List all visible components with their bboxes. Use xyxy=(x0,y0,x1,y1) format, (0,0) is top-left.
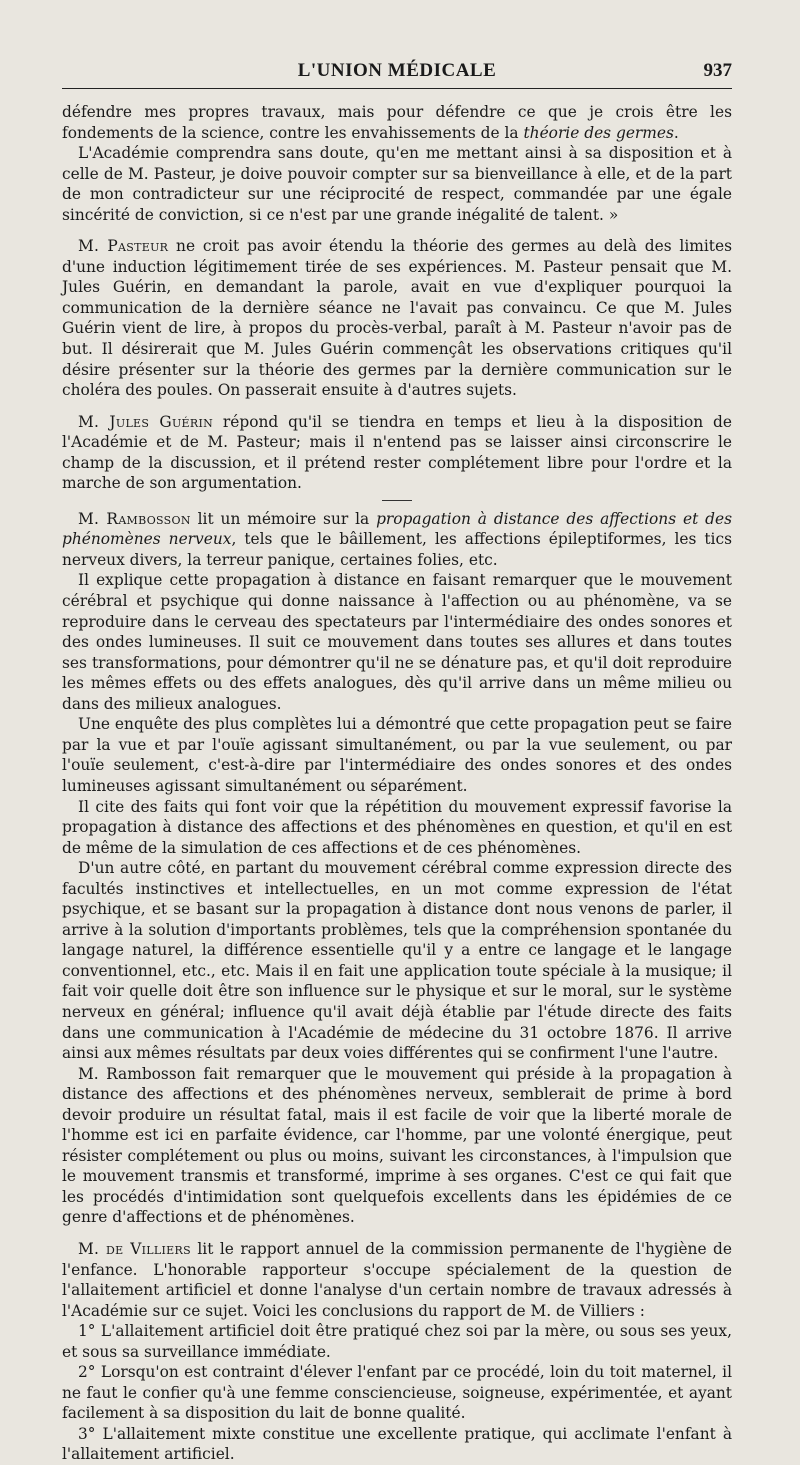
paragraph-pasteur: M. Pasteur ne croit pas avoir étendu la théorie des germes au delà des limites d'une induction légitimement tirée de ses expériences. M. Pasteur pensait que M. Jules Guérin, en demandant la parole, avait en vue d'expliquer pourquoi la communication de la dernière séance ne l'avait pas convaincu. Ce que M. Jules Guérin vient de lire, à propos du procès-verbal, paraît à M. Pasteur n'avoir pas de but. Il désirerait que M. Jules Guérin commençât les observations critiques qu'il désire présenter sur la théorie des germes par la dernière communication sur le choléra des poules. On passerait ensuite à d'autres sujets. xyxy=(62,237,732,400)
conclusion-2: 2° Lorsqu'on est contraint d'élever l'enfant par ce procédé, loin du toit maternel, il ne faut le confier qu'à une femme consciencieuse, soigneuse, expérimentée, et ayant facilement à sa disposition du lait de bonne qualité. xyxy=(62,1363,732,1423)
page-header xyxy=(62,0,732,86)
running-title: L'UNION MÉDICALE xyxy=(297,60,497,81)
paragraph-enquete: Une enquête des plus complètes lui a démontré que cette propagation peut se faire par la vue et par l'ouïe agissant simultanément, ou par la vue seulement, ou par l'ouïe seulement, c'est-à-dire par l'intermédiaire des ondes sonores et des ondes lumineuses agissant simultanément ou séparément. xyxy=(62,715,732,795)
paragraph-de-villiers: M. de Villiers lit le rapport annuel de la commission permanente de l'hygiène de l'enfance. L'honorable rapporteur s'occupe spécialement de la question de l'allaitement artificiel et donne l'analyse d'un certain nombre de travaux adressés à l'Académie sur ce sujet. Voici les conclusions du rapport de M. de Villiers : xyxy=(62,1239,732,1320)
speaker-name: M. Jules Guérin xyxy=(78,412,214,431)
speaker-name: M. Pasteur xyxy=(78,237,169,256)
paragraph-liberte-morale: M. Rambosson fait remarquer que le mouvement qui préside à la propagation à distance des affections et des phénomènes nerveux, semblerait de prime à bord devoir produire un résultat fatal, mais il est facile de voir que la liberté morale de l'homme est ici en parfaite évidence, car l'homme, par une volonté énergique, peut résister complétement ou plus ou moins, suivant les circonstances, à l'impulsion que le mouvement transmis et transformé, imprime à ses organes. C'est ce qui fait que les procédés d'intimidation sont quelquefois excellents dans les épidémies de ce genre d'affections et de phénomènes. xyxy=(62,1064,732,1227)
paragraph-repetition: Il cite des faits qui font voir que la répétition du mouvement expressif favorise la propagation à distance des affections et des phénomènes en question, et qu'il en est de même de la simulation de ces affections et de ces phénomènes. xyxy=(62,797,732,857)
italic-term: théorie des germes xyxy=(523,123,674,142)
conclusion-1: 1° L'allaitement artificiel doit être pratiqué chez soi par la mère, ou sous ses yeux, et sous sa surveillance immédiate. xyxy=(62,1322,732,1361)
conclusion-3: 3° L'allaitement mixte constitue une excellente pratique, qui acclimate l'enfant à l'allaitement artificiel. xyxy=(62,1424,732,1464)
paragraph-propagation: Il explique cette propagation à distance en faisant remarquer que le mouvement cérébral et psychique qui donne naissance à l'affection ou au phénomène, va se reproduire dans le cerveau des spectateurs par l'intermédiaire des ondes sonores et des ondes lumineuses. Il suit ce mouvement dans toutes ses allures et dans toutes ses transformations, pour démontrer qu'il ne se dénature pas, et qu'il doit reproduire les mêmes effets ou des effets analogues, dès qu'il arrive dans un même milieu ou dans des milieux analogues. xyxy=(62,571,732,713)
paragraph-musique: D'un autre côté, en partant du mouvement cérébral comme expression directe des facultés instinctives et intellectuelles, en un mot comme expression de l'état psychique, et se basant sur la propagation à distance dont nous venons de parler, il arrive à la solution d'importants problèmes, tels que la compréhension spontanée du langage naturel, la différence essentielle qu'il y a entre ce langage et le langage conventionnel, etc., etc. Mais il en fait une application toute spéciale à la musique; il fait voir quelle doit être son influence sur le physique et sur le moral, sur le système nerveux en général; influence qu'il avait déjà établie par l'étude directe des faits dans une communication à l'Académie de médecine du 31 octobre 1876. Il arrive ainsi aux mêmes résultats par deux voies différentes qui se confirment l'une l'autre. xyxy=(62,859,732,1063)
article-body xyxy=(62,86,732,1465)
paragraph-rambosson-intro: M. Rambosson lit un mémoire sur la propagation à distance des affections et des phénomènes nerveux, tels que le bâillement, les affections épileptiformes, les tics nerveux divers, la terreur panique, certaines folies, etc. xyxy=(62,509,732,569)
paragraph-continuation: défendre mes propres travaux, mais pour défendre ce que je crois être les fondements de la science, contre les envahissements de la théorie des germes. xyxy=(62,103,732,142)
header-rule xyxy=(62,88,732,89)
page-number: 937 xyxy=(703,60,732,81)
paragraph-guerin-reply: M. Jules Guérin répond qu'il se tiendra en temps et lieu à la disposition de l'Académie et de M. Pasteur; mais il n'entend pas se laisser ainsi circonscrire le champ de la discussion, et il prétend rester complétement libre pour l'ordre et la marche de son argumentation. xyxy=(62,412,732,493)
italic-title: propagation à distance des affections et des phénomènes nerveux xyxy=(62,509,732,549)
speaker-name: M. de Villiers xyxy=(78,1239,191,1258)
paragraph-guerin-quote: L'Académie comprendra sans doute, qu'en me mettant ainsi à sa disposition et à celle de M. Pasteur, je doive pouvoir compter sur sa bienveillance à elle, et de la part de mon contradicteur sur une réciprocité de respect, commandée par une égale sincérité de conviction, si ce n'est par une grande inégalité de talent. » xyxy=(62,144,732,224)
speaker-name: M. Rambosson xyxy=(78,509,191,528)
section-separator xyxy=(382,500,412,501)
